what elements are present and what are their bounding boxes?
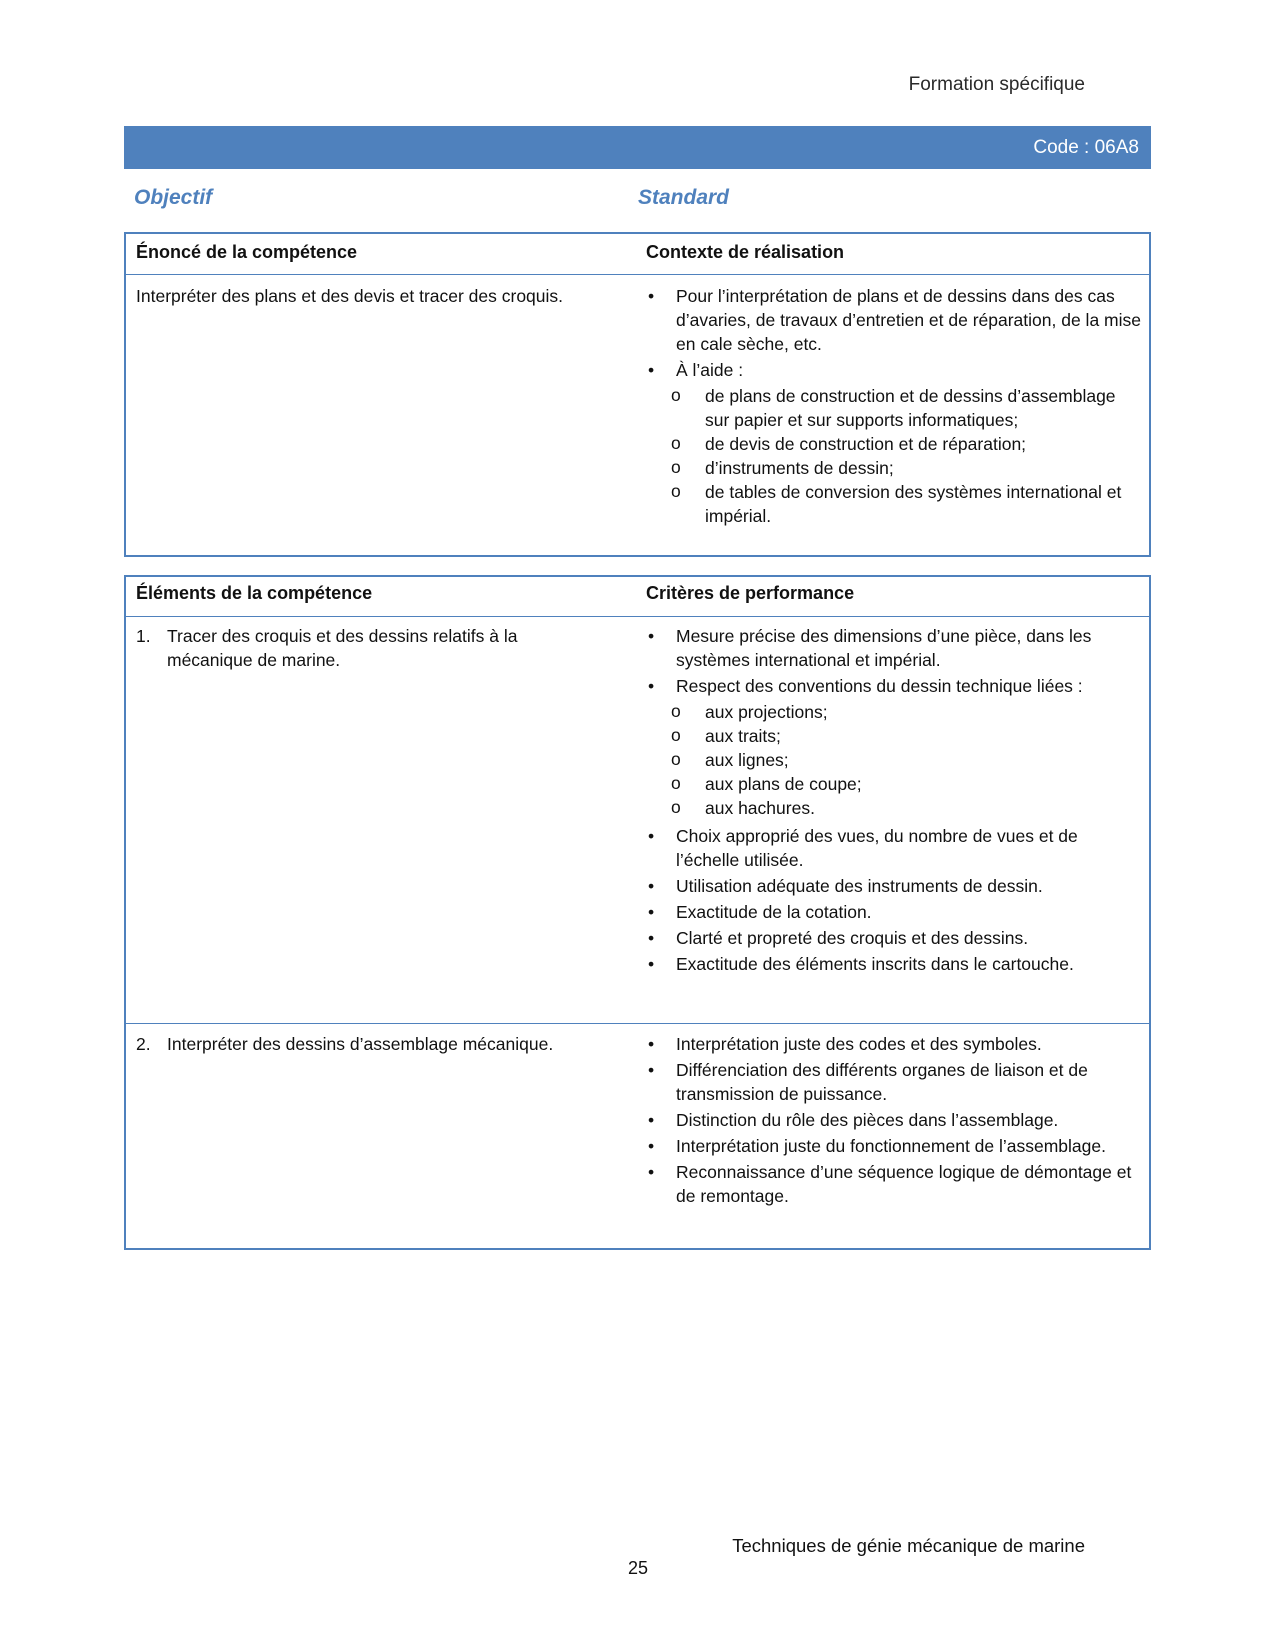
- competence-elements-table: [124, 575, 1151, 1250]
- criteria-item: • Interprétation juste des codes et des symboles.: [646, 1032, 1141, 1056]
- section-standard: Standard: [638, 186, 730, 209]
- element-number: 1.: [136, 626, 151, 646]
- aide-item: o de plans de construction et de dessins d’assemblage sur papier et sur supports informatiques;: [646, 384, 1141, 432]
- criteria-item: • Clarté et propreté des croquis et des dessins.: [646, 926, 1141, 950]
- context-item-text: À l’aide :: [676, 360, 744, 380]
- context-list: [646, 284, 1141, 532]
- criteria-list-1: [646, 624, 1141, 978]
- element-row-1: [136, 624, 576, 672]
- criteria-item: • Exactitude de la cotation.: [646, 900, 1141, 924]
- footer-program: Techniques de génie mécanique de marine: [732, 1535, 1085, 1556]
- element-text: Interpréter des dessins d’assemblage mécanique.: [167, 1034, 554, 1054]
- context-header: Contexte de réalisation: [646, 242, 845, 262]
- convention-item: o aux hachures.: [646, 796, 1141, 820]
- course-code: Code : 06A8: [1033, 137, 1139, 158]
- convention-item: o aux projections;: [646, 700, 1141, 724]
- criteria-item: • Exactitude des éléments inscrits dans le cartouche.: [646, 952, 1141, 976]
- element-number: 2.: [136, 1034, 151, 1054]
- criteria-item: • Interprétation juste du fonctionnement de l’assemblage.: [646, 1134, 1141, 1158]
- aide-item: o de devis de construction et de réparation;: [646, 432, 1141, 456]
- aide-item: o de tables de conversion des systèmes international et impérial.: [646, 480, 1141, 528]
- criteria-item: • Choix approprié des vues, du nombre de vues et de l’échelle utilisée.: [646, 824, 1141, 872]
- header-title: Formation spécifique: [908, 74, 1085, 95]
- aide-item: o d’instruments de dessin;: [646, 456, 1141, 480]
- section-objectif: Objectif: [134, 186, 213, 209]
- criteria-header: Critères de performance: [646, 583, 855, 603]
- element-row-2: [136, 1032, 576, 1056]
- criteria-item: • Utilisation adéquate des instruments de dessin.: [646, 874, 1141, 898]
- header-divider: [126, 274, 1149, 275]
- criteria-item: • Reconnaissance d’une séquence logique de démontage et de remontage.: [646, 1160, 1141, 1208]
- criteria-item: • Mesure précise des dimensions d’une pièce, dans les systèmes international et impérial.: [646, 624, 1141, 672]
- code-bar: [124, 126, 1151, 169]
- criteria-list-2: [646, 1032, 1141, 1210]
- criteria-item: • Différenciation des différents organes de liaison et de transmission de puissance.: [646, 1058, 1141, 1106]
- element-item: [136, 624, 576, 672]
- header-divider: [126, 616, 1149, 617]
- element-item: [136, 1032, 576, 1056]
- convention-item: o aux lignes;: [646, 748, 1141, 772]
- page-number: 25: [628, 1558, 649, 1578]
- convention-item: o aux plans de coupe;: [646, 772, 1141, 796]
- context-item-text: Pour l’interprétation de plans et de dessins dans des cas d’avaries, de travaux d’entretien et de réparation, de la mise en cale sèche, etc.: [676, 286, 1141, 354]
- statement-header: Énoncé de la compétence: [136, 242, 358, 262]
- row-divider: [126, 1023, 1149, 1024]
- criteria-item-text: Respect des conventions du dessin technique liées :: [676, 676, 1083, 696]
- context-item: [646, 284, 1141, 356]
- competence-statement-table: [124, 232, 1151, 557]
- criteria-item: [646, 674, 1141, 820]
- criteria-item: • Distinction du rôle des pièces dans l’assemblage.: [646, 1108, 1141, 1132]
- elements-header: Éléments de la compétence: [136, 583, 373, 603]
- element-text: Tracer des croquis et des dessins relatifs à la mécanique de marine.: [167, 626, 518, 670]
- convention-item: o aux traits;: [646, 724, 1141, 748]
- context-item: [646, 358, 1141, 528]
- competence-statement: Interpréter des plans et des devis et tracer des croquis.: [136, 286, 564, 306]
